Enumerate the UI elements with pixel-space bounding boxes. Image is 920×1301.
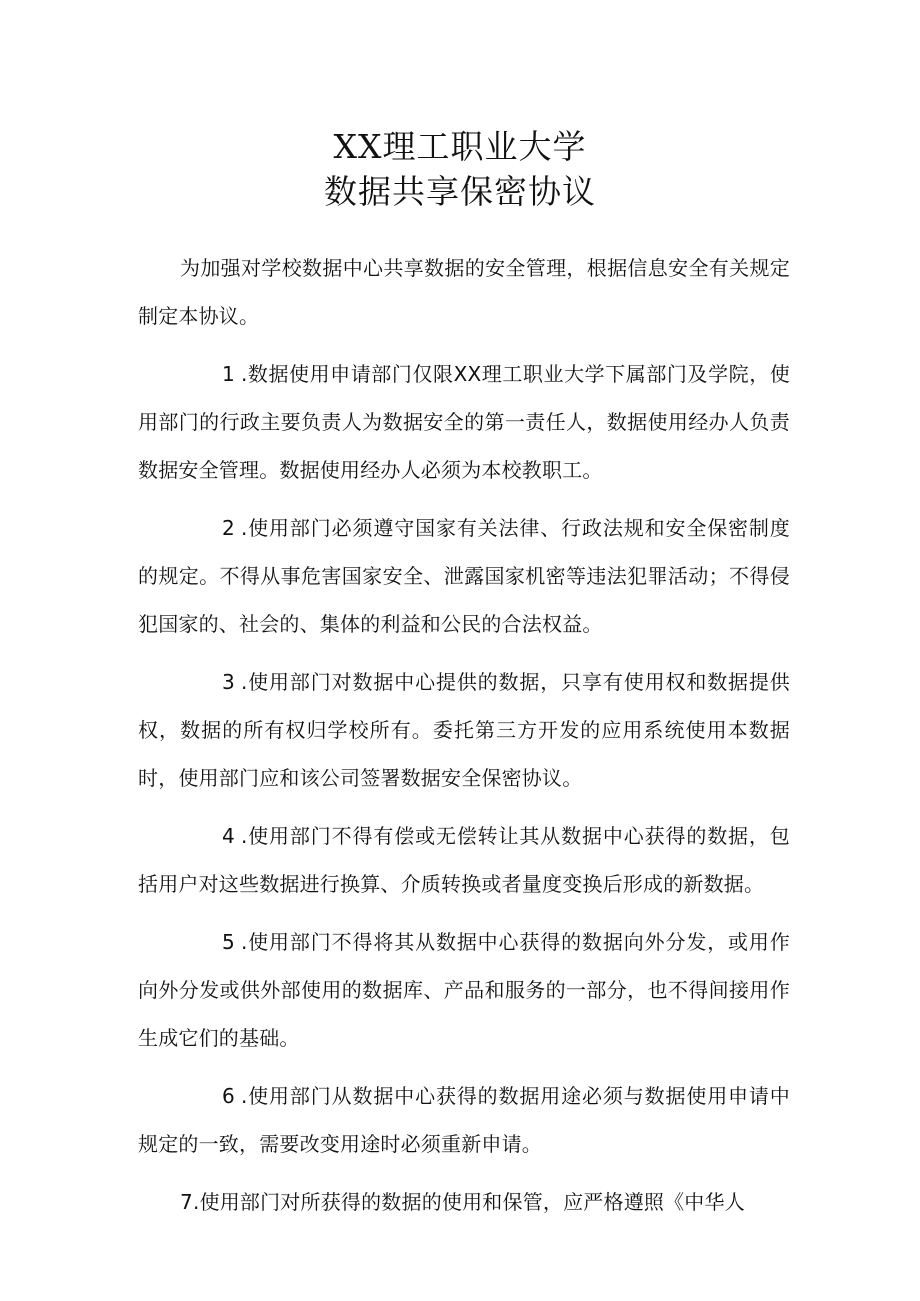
clause-number: 6 [222, 1084, 235, 1108]
clause-text: .使用部门不得将其从数据中心获得的数据向外分发，或用作向外分发或供外部使用的数据库、产品和服务的一部分，也不得间接用作生成它们的基础。 [138, 930, 790, 1050]
clause-number: 5 [222, 930, 235, 954]
clause-number: 2 [222, 516, 235, 540]
clause-number: 1 [222, 362, 235, 386]
clause-number: 4 [222, 824, 235, 848]
clause-paragraph [138, 658, 790, 802]
clause-text: .使用部门不得有偿或无偿转让其从数据中心获得的数据，包括用户对这些数据进行换算、介质转换或者量度变换后形成的新数据。 [138, 824, 790, 896]
clause-paragraph [138, 918, 790, 1062]
intro-paragraph: 为加强对学校数据中心共享数据的安全管理，根据信息安全有关规定制定本协议。 [138, 256, 790, 328]
clause-number: 7 [180, 1190, 193, 1214]
clause-paragraph [138, 350, 790, 494]
clause-text: .使用部门对数据中心提供的数据，只享有使用权和数据提供权，数据的所有权归学校所有。委托第三方开发的应用系统使用本数据时，使用部门应和该公司签署数据安全保密协议。 [138, 670, 790, 790]
clause-number: 3 [222, 670, 235, 694]
document-body [138, 244, 790, 1236]
clause-paragraph [138, 1178, 790, 1226]
clause-paragraph [138, 812, 790, 908]
document-title-line1: XX理工职业大学 [333, 127, 587, 166]
clause-text: .使用部门对所获得的数据的使用和保管，应严格遵照《中华人 [192, 1190, 745, 1214]
clause-text: .数据使用申请部门仅限XX理工职业大学下属部门及学院，使用部门的行政主要负责人为数据安全的第一责任人，数据使用经办人负责数据安全管理。数据使用经办人必须为本校教职工。 [138, 362, 790, 482]
clause-text: .使用部门从数据中心获得的数据用途必须与数据使用申请中规定的一致，需要改变用途时必须重新申请。 [138, 1084, 790, 1156]
clause-text: .使用部门必须遵守国家有关法律、行政法规和安全保密制度的规定。不得从事危害国家安全、泄露国家机密等违法犯罪活动；不得侵犯国家的、社会的、集体的利益和公民的合法权益。 [138, 516, 790, 636]
document-title-line2: 数据共享保密协议 [324, 172, 596, 211]
clause-paragraph [138, 1072, 790, 1168]
clause-paragraph [138, 504, 790, 648]
